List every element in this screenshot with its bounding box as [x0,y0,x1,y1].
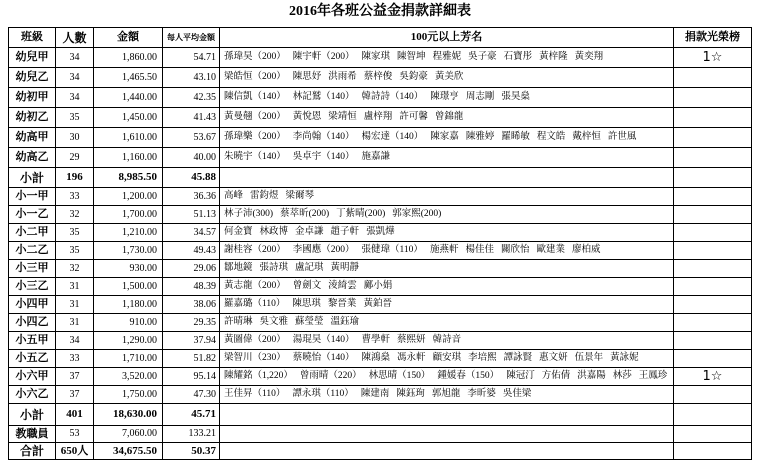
donor-name: 施燕軒 [429,244,459,255]
donor-names-cell [220,108,674,127]
donor-name: 黃悅恩 [292,111,322,122]
average-cell: 50.37 [163,443,220,459]
donor-name: 陳耀銘（1,220） [224,370,293,381]
donor-names-cell [220,332,674,349]
staff-row [9,426,752,443]
average-cell: 34.57 [163,224,220,241]
honor-cell [674,332,752,349]
donor-name: 張詩琪 [259,262,289,273]
donor-name: 吳鈞豪 [399,71,428,82]
donor-name: 蔡萃昕(200) [280,208,330,219]
amount-cell: 34,675.50 [94,443,163,459]
count-cell: 196 [56,168,94,187]
honor-cell [674,48,752,67]
donor-names-cell [220,386,674,403]
honor-cell [674,260,752,277]
donor-name: 許世風 [607,131,637,142]
donor-name: 梁皓恒（200） [224,71,286,82]
average-cell: 36.36 [163,188,220,205]
donor-name: 盧梓翔 [363,111,393,122]
donor-name: 吳文雅 [259,316,289,327]
header-average: 每人平均金額 [163,28,220,47]
donor-name: 何金寶 [224,226,253,237]
table-row [9,350,752,368]
donor-name: 張昊燊 [501,91,530,102]
donor-name: 曹學軒 [361,334,391,345]
count-cell: 34 [56,68,94,87]
amount-cell: 1,500.00 [94,278,163,295]
class-cell: 幼初乙 [9,108,56,127]
donor-name: 黃圖偉（200） [224,334,286,345]
honor-cell [674,128,752,147]
donor-name: 雷鈞煜 [250,190,279,201]
donor-name: 洪雨希 [328,71,357,82]
donor-name: 陳鈺珣 [396,388,425,399]
donor-name: 黃詠妮 [610,352,639,363]
donor-name: 林思晴（150） [368,370,431,381]
class-cell: 小四乙 [9,314,56,331]
count-cell: 32 [56,260,94,277]
donor-name: 湯琨昊（140） [292,334,355,345]
amount-cell: 7,060.00 [94,426,163,442]
donor-name: 王佳昇（110） [224,388,286,399]
donor-name: 李培熙 [468,352,497,363]
average-cell: 51.13 [163,206,220,223]
donor-name: 謝桂容（200） [224,244,286,255]
class-cell: 小計 [9,404,56,425]
amount-cell: 18,630.00 [94,404,163,425]
honor-cell [674,148,752,167]
donor-name: 韓詩詩（140） [361,91,424,102]
donor-name: 陳思琪 [292,298,321,309]
grand-total-row [9,443,752,460]
count-cell: 37 [56,368,94,385]
honor-cell [674,278,752,295]
class-cell: 小二乙 [9,242,56,259]
count-cell: 30 [56,128,94,147]
honor-badge: 1☆ [702,50,723,65]
donor-name: 林政博 [259,226,289,237]
count-cell: 650人 [56,443,94,459]
table-body [9,48,752,460]
table-row [9,296,752,314]
average-cell: 48.39 [163,278,220,295]
table-row [9,386,752,404]
amount-cell: 8,985.50 [94,168,163,187]
class-cell: 小五甲 [9,332,56,349]
donor-names-cell [220,278,674,295]
amount-cell: 1,730.00 [94,242,163,259]
donor-name: 程文皓 [536,131,566,142]
donor-name: 李昕婆 [467,388,496,399]
donor-name: 伍景年 [574,352,604,363]
amount-cell: 1,160.00 [94,148,163,167]
donor-name: 歐建業 [536,244,565,255]
class-cell: 合計 [9,443,56,459]
donor-name: 陳璟亨 [430,91,459,102]
count-cell: 34 [56,48,94,67]
average-cell: 54.71 [163,48,220,67]
donor-name: 趙子軒 [330,226,360,237]
donor-name: 陳家嘉 [430,131,459,142]
count-cell: 31 [56,296,94,313]
class-cell: 小六乙 [9,386,56,403]
donor-name: 黃美欣 [434,71,464,82]
class-cell: 小計 [9,168,56,187]
header-donors: 100元以上芳名 [220,28,674,47]
subtotal-row [9,404,752,426]
donor-name: 方佑倩 [541,370,571,381]
donor-name: 梁爾琴 [285,190,315,201]
donor-name: 蔡曉怡（140） [292,352,355,363]
donor-name: 盧記琪 [295,262,324,273]
donor-name: 李尚翰（140） [292,131,355,142]
donor-name: 曾劍文 [292,280,322,291]
donor-name: 朱曉宇（140） [224,151,286,162]
average-cell: 29.06 [163,260,220,277]
class-cell: 小三甲 [9,260,56,277]
donor-name: 黃鉑晉 [363,298,392,309]
donor-name: 林莎 [612,370,632,381]
honor-cell [674,88,752,107]
donor-names-cell [220,443,674,459]
count-cell: 35 [56,224,94,241]
donor-name: 黃曼翹（200） [224,111,286,122]
count-cell: 35 [56,108,94,127]
donor-name: 陳思妤 [292,71,322,82]
amount-cell: 930.00 [94,260,163,277]
table-row [9,88,752,108]
donor-name: 譚詠賢 [503,352,533,363]
amount-cell: 1,290.00 [94,332,163,349]
honor-cell [674,296,752,313]
donor-name: 顧安琪 [432,352,462,363]
class-cell: 幼初甲 [9,88,56,107]
amount-cell: 1,465.50 [94,68,163,87]
table-row [9,148,752,168]
donor-names-cell [220,128,674,147]
amount-cell: 1,200.00 [94,188,163,205]
table-row [9,242,752,260]
class-cell: 小五乙 [9,350,56,367]
honor-cell [674,108,752,127]
amount-cell: 1,860.00 [94,48,163,67]
average-cell: 38.06 [163,296,220,313]
donor-names-cell [220,260,674,277]
donation-table [8,27,752,460]
donor-name: 陳智坤 [397,51,426,62]
donor-names-cell [220,242,674,259]
donor-name: 羅睎敏 [501,131,530,142]
honor-cell [674,168,752,187]
amount-cell: 1,440.00 [94,88,163,107]
donor-name: 蔡熙妍 [397,334,426,345]
donor-name: 吳卓宇（140） [292,151,355,162]
donor-name: 淩綺雲 [328,280,357,291]
donor-name: 林記鷲（140） [292,91,355,102]
donor-names-cell [220,168,674,187]
class-cell: 小三乙 [9,278,56,295]
donor-name: 丁紫晴(200) [336,208,386,219]
donor-name: 陳信凱（140） [224,91,286,102]
average-cell: 45.71 [163,404,220,425]
amount-cell: 1,700.00 [94,206,163,223]
donor-name: 金卓謙 [295,226,324,237]
average-cell: 47.30 [163,386,220,403]
donor-name: 黃奕翔 [574,51,604,62]
class-cell: 小四甲 [9,296,56,313]
donor-names-cell [220,404,674,425]
donor-name: 鍾媛春（150） [437,370,500,381]
donor-name: 郭旭龍 [431,388,461,399]
donor-name: 陳宇軒（200） [292,51,355,62]
donor-name: 吳佳梁 [502,388,532,399]
count-cell: 34 [56,332,94,349]
count-cell: 53 [56,426,94,442]
donor-name: 惠文妍 [539,352,568,363]
amount-cell: 3,520.00 [94,368,163,385]
donor-names-cell [220,426,674,442]
donor-name: 廖柏威 [572,244,601,255]
donor-name: 周志剛 [465,91,495,102]
average-cell: 41.43 [163,108,220,127]
table-row [9,314,752,332]
count-cell: 31 [56,278,94,295]
honor-badge: 1☆ [702,369,723,384]
table-row [9,128,752,148]
donor-name: 孫瑋樂（200） [224,131,286,142]
donor-names-cell [220,188,674,205]
donor-names-cell [220,224,674,241]
average-cell: 95.14 [163,368,220,385]
average-cell: 45.88 [163,168,220,187]
table-row [9,332,752,350]
donor-name: 程雅妮 [432,51,462,62]
donor-name: 蘇瑩瑩 [295,316,324,327]
donor-name: 馮永軒 [397,352,426,363]
donor-name: 溫鈺瑜 [330,316,360,327]
class-cell: 幼高甲 [9,128,56,147]
honor-cell [674,188,752,205]
honor-cell [674,242,752,259]
donor-name: 關欣怡 [500,244,530,255]
honor-cell [674,224,752,241]
count-cell: 29 [56,148,94,167]
donor-name: 陳建南 [360,388,390,399]
table-row [9,188,752,206]
honor-cell [674,426,752,442]
average-cell: 49.43 [163,242,220,259]
amount-cell: 1,750.00 [94,386,163,403]
amount-cell: 1,450.00 [94,108,163,127]
donor-name: 許可馨 [399,111,428,122]
donor-names-cell [220,368,674,385]
donor-name: 陳雅婷 [465,131,495,142]
donor-name: 韓詩音 [432,334,462,345]
donor-names-cell [220,48,674,67]
donor-name: 石寶彤 [503,51,533,62]
count-cell: 34 [56,88,94,107]
donor-name: 黃梓隆 [539,51,568,62]
donor-name: 洪嘉陽 [577,370,606,381]
donor-name: 鄒地鏡 [224,262,253,273]
header-count: 人數 [56,28,94,47]
donor-name: 曾雨晴（220） [299,370,362,381]
average-cell: 133.21 [163,426,220,442]
count-cell: 33 [56,188,94,205]
amount-cell: 910.00 [94,314,163,331]
donor-name: 郭家熙(200) [392,208,442,219]
donor-name: 陳家琪 [361,51,391,62]
donor-name: 孫瑋昊（200） [224,51,286,62]
table-row [9,278,752,296]
table-row [9,48,752,68]
donor-name: 張凱燁 [366,226,395,237]
class-cell: 小二甲 [9,224,56,241]
header-amount: 金額 [94,28,163,47]
donor-name: 李國應（200） [292,244,355,255]
amount-cell: 1,180.00 [94,296,163,313]
donor-name: 鄺小娟 [363,280,393,291]
header-class: 班級 [9,28,56,47]
table-row [9,260,752,278]
donor-name: 楊佳佳 [465,244,494,255]
donor-name: 黃明靜 [330,262,360,273]
honor-cell [674,368,752,385]
honor-cell [674,386,752,403]
donor-names-cell [220,148,674,167]
donor-names-cell [220,88,674,107]
table-row [9,224,752,242]
class-cell: 小一甲 [9,188,56,205]
donor-name: 梁智川（230） [224,352,286,363]
table-row [9,206,752,224]
donor-name: 譚永琪（110） [292,388,354,399]
honor-cell [674,443,752,459]
donor-name: 吳子豪 [468,51,497,62]
amount-cell: 1,610.00 [94,128,163,147]
average-cell: 43.10 [163,68,220,87]
donor-names-cell [220,206,674,223]
donor-name: 黃志龍（200） [224,280,286,291]
donor-name: 許晴琳 [224,316,253,327]
average-cell: 51.82 [163,350,220,367]
amount-cell: 1,210.00 [94,224,163,241]
donor-names-cell [220,68,674,87]
donor-name: 張健瑋（110） [361,244,423,255]
average-cell: 40.00 [163,148,220,167]
donor-name: 施嘉謙 [361,151,391,162]
honor-cell [674,206,752,223]
class-cell: 教職員 [9,426,56,442]
amount-cell: 1,710.00 [94,350,163,367]
count-cell: 37 [56,386,94,403]
count-cell: 32 [56,206,94,223]
class-cell: 幼兒甲 [9,48,56,67]
count-cell: 33 [56,350,94,367]
donor-names-cell [220,350,674,367]
donor-name: 羅嘉璐（110） [224,298,286,309]
donor-name: 陳鴻燊 [361,352,391,363]
donor-name: 高峰 [224,190,244,201]
donor-name: 黎晉業 [327,298,357,309]
table-header-row [9,28,752,48]
average-cell: 37.94 [163,332,220,349]
donor-name: 蔡梓俊 [363,71,393,82]
class-cell: 幼兒乙 [9,68,56,87]
donor-name: 王鳳珍 [638,370,668,381]
average-cell: 29.35 [163,314,220,331]
donor-name: 楊宏達（140） [361,131,424,142]
honor-cell [674,68,752,87]
donor-name: 梁靖恒 [328,111,357,122]
class-cell: 小一乙 [9,206,56,223]
subtotal-row [9,168,752,188]
count-cell: 31 [56,314,94,331]
honor-cell [674,314,752,331]
donor-name: 林子沛(300) [224,208,274,219]
donor-name: 戴梓恒 [572,131,601,142]
page-title: 2016年各班公益金捐款詳細表 [289,4,471,19]
class-cell: 幼高乙 [9,148,56,167]
donor-name: 陳冠汀 [506,370,535,381]
donor-names-cell [220,296,674,313]
table-row [9,108,752,128]
count-cell: 401 [56,404,94,425]
count-cell: 35 [56,242,94,259]
table-row [9,68,752,88]
honor-cell [674,404,752,425]
class-cell: 小六甲 [9,368,56,385]
donor-names-cell [220,314,674,331]
header-honor: 捐款光榮榜 [674,28,752,47]
average-cell: 42.35 [163,88,220,107]
average-cell: 53.67 [163,128,220,147]
table-row [9,368,752,386]
donor-name: 曾錦龍 [434,111,464,122]
honor-cell [674,350,752,367]
